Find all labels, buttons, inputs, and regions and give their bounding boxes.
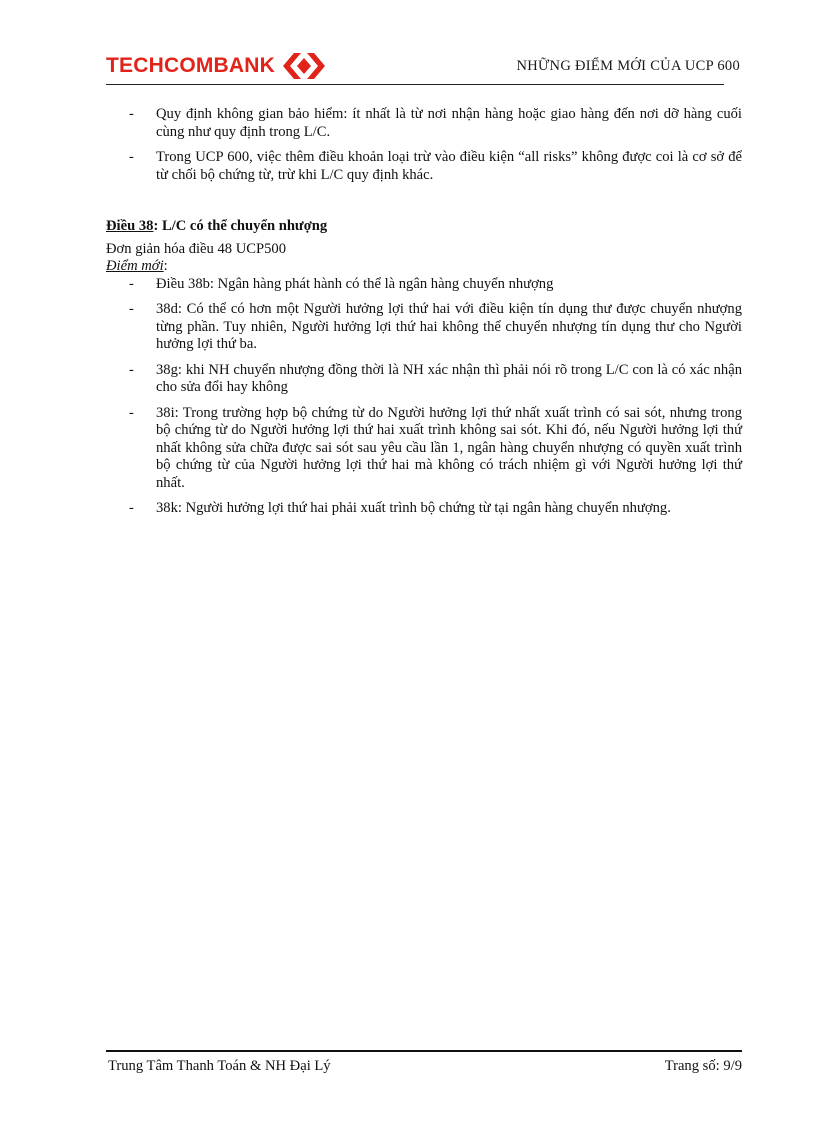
list-item <box>106 500 742 518</box>
list-item-text: Điều 38b: Ngân hàng phát hành có thể là ngân hàng chuyển nhượng <box>156 275 554 292</box>
list-item-text: Quy định không gian bảo hiểm: ít nhất là từ nơi nhận hàng hoặc giao hàng đến nơi dỡ hàng cuối cùng như quy định trong L/C. <box>156 106 742 140</box>
list-item-text: 38g: khi NH chuyển nhượng đồng thời là NH xác nhận thì phải nói rõ trong L/C con là có xác nhận cho sửa đổi hay không <box>156 361 742 395</box>
logo-wordmark: TECHCOMBANK <box>106 54 276 77</box>
new-points-list <box>106 276 742 518</box>
list-item-text: 38i: Trong trường hợp bộ chứng từ do Người hưởng lợi thứ nhất xuất trình có sai sót, nhưng trong bộ chứng từ do Người hưởng lợi thứ hai xuất trình không sai sót. Khi đó, nếu Người hưởng lợi thứ nhất không sửa chữa được sai sót sau yêu cầu lần 1, ngân hàng chuyển nhượng có quyền xuất trình bộ chứng từ của Người hưởng lợi thứ hai mà không có trách nhiệm gì với Người hưởng lợi thứ nhất. <box>156 404 742 491</box>
page-body <box>106 106 742 526</box>
section-separator: : <box>153 218 162 234</box>
new-points-heading <box>106 258 742 276</box>
page-footer <box>106 1050 742 1074</box>
dash-marker: - <box>129 275 134 292</box>
list-item <box>106 301 742 354</box>
section-label: Điều 38 <box>106 218 154 234</box>
page-number: Trang số: 9/9 <box>664 1058 742 1074</box>
dash-marker: - <box>129 301 134 317</box>
list-item-text: 38d: Có thể có hơn một Người hưởng lợi thứ hai với điều kiện tín dụng thư được chuyển nhượng từng phần. Tuy nhiên, Người hưởng lợi thứ hai không thể chuyển nhượng tín dụng thư cho Người hưởng lợi thứ ba. <box>156 301 742 352</box>
new-points-suffix: : <box>163 258 168 274</box>
document-title: NHỮNG ĐIỂM MỚI CỦA UCP 600 <box>516 58 740 74</box>
list-item-text: Trong UCP 600, việc thêm điều khoản loại trừ vào điều kiện “all risks” không được coi là cơ sở để từ chối bộ chứng từ, trừ khi L/C quy định khác. <box>156 149 742 183</box>
section-title: L/C có thể chuyển nhượng <box>161 218 328 234</box>
techcombank-logo <box>106 50 327 82</box>
dash-marker: - <box>129 404 134 421</box>
section-summary: Đơn giản hóa điều 48 UCP500 <box>106 240 286 257</box>
intro-list <box>106 106 742 184</box>
diamond-arrows-icon <box>281 51 327 81</box>
list-item <box>106 362 742 397</box>
section-heading <box>106 218 742 236</box>
list-item <box>106 149 742 184</box>
dash-marker: - <box>129 500 134 516</box>
footer-divider <box>106 1050 742 1052</box>
list-item <box>106 106 742 141</box>
list-item <box>106 276 742 294</box>
dash-marker: - <box>129 361 134 378</box>
list-item-text: 38k: Người hưởng lợi thứ hai phải xuất trình bộ chứng từ tại ngân hàng chuyển nhượng. <box>156 500 671 516</box>
list-item <box>106 405 742 493</box>
footer-department: Trung Tâm Thanh Toán & NH Đại Lý <box>108 1058 331 1074</box>
dash-marker: - <box>129 106 134 122</box>
page-header <box>106 46 742 86</box>
header-divider <box>106 84 724 85</box>
dash-marker: - <box>129 149 134 165</box>
new-points-label: Điểm mới <box>106 258 164 274</box>
